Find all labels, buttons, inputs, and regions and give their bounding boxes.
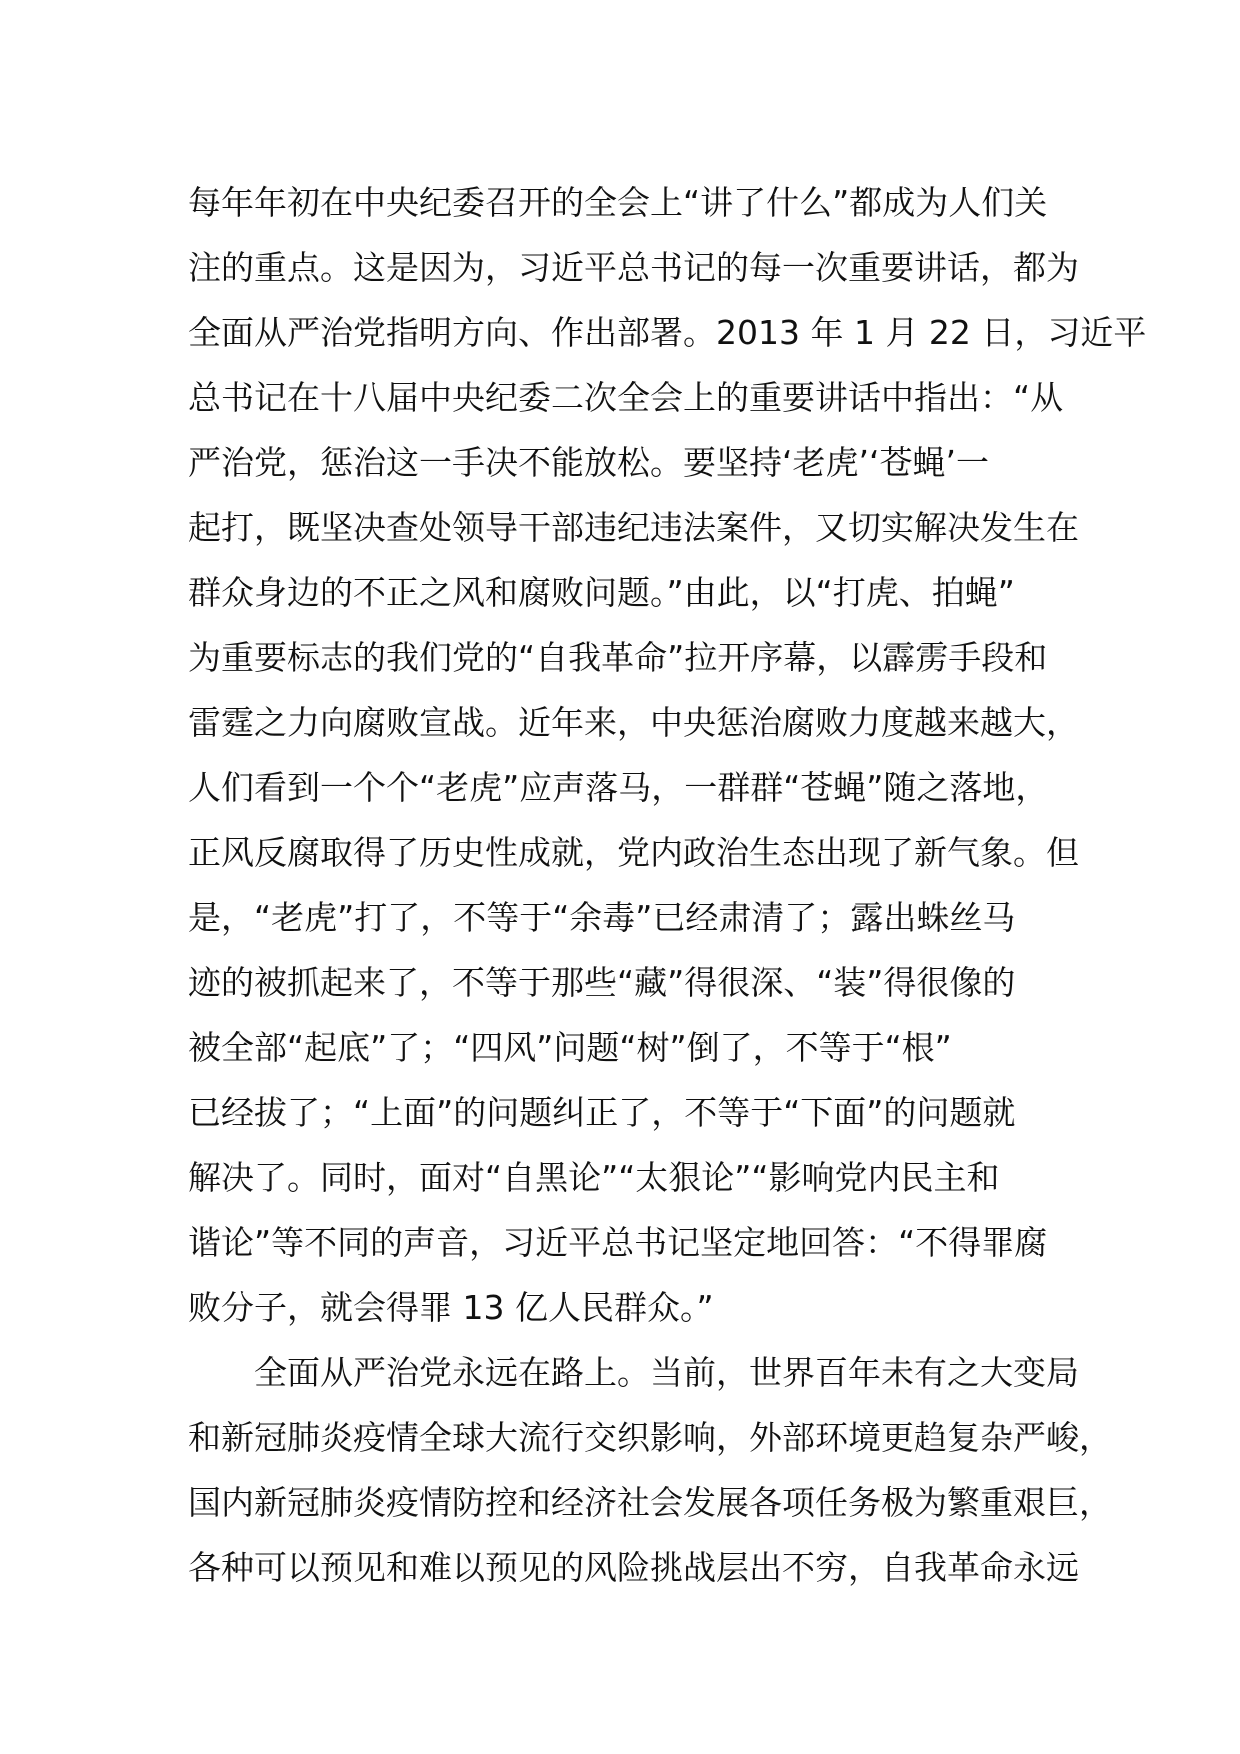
text-line: 每年年初在中央纪委召开的全会上“讲了什么”都成为人们关: [188, 183, 1048, 222]
text-line: 各种可以预见和难以预见的风险挑战层出不穷，自我革命永远: [188, 1548, 1079, 1587]
text-line: 注的重点。这是因为，习近平总书记的每一次重要讲话，都为: [188, 248, 1079, 287]
text-line: 被全部“起底”了；“四风”问题“树”倒了，不等于“根”: [188, 1028, 952, 1067]
text-line: 是，“老虎”打了，不等于“余毒”已经肃清了；露出蛛丝马: [188, 898, 1016, 937]
text-line: 和新冠肺炎疫情全球大流行交织影响，外部环境更趋复杂严峻，: [188, 1418, 1112, 1457]
text-line: 解决了。同时，面对“自黑论”“太狠论”“影响党内民主和: [188, 1158, 1000, 1197]
text-line: 国内新冠肺炎疫情防控和经济社会发展各项任务极为繁重艰巨，: [188, 1483, 1112, 1522]
text-line: 雷霆之力向腐败宣战。近年来，中央惩治腐败力度越来越大，: [188, 703, 1079, 742]
text-line: 为重要标志的我们党的“自我革命”拉开序幕，以霹雳手段和: [188, 638, 1048, 677]
text-line: 总书记在十八届中央纪委二次全会上的重要讲话中指出：“从: [188, 378, 1064, 417]
text-line: 迹的被抓起来了，不等于那些“藏”得很深、“装”得很像的: [188, 963, 1016, 1002]
text-line: 正风反腐取得了历史性成就，党内政治生态出现了新气象。但: [188, 833, 1079, 872]
paragraph-1: [188, 170, 1147, 1340]
document-body: [188, 170, 1147, 1600]
text-line: 群众身边的不正之风和腐败问题。”由此，以“打虎、拍蝇”: [188, 573, 1015, 612]
paragraph-2: [188, 1340, 1112, 1600]
text-line: 谐论”等不同的声音，习近平总书记坚定地回答：“不得罪腐: [188, 1223, 1048, 1262]
text-line: 败分子，就会得罪 13 亿人民群众。”: [188, 1288, 714, 1327]
text-line: 严治党，惩治这一手决不能放松。要坚持‘老虎’‘苍蝇’一: [188, 443, 989, 482]
text-line: 人们看到一个个“老虎”应声落马，一群群“苍蝇”随之落地，: [188, 768, 1049, 807]
text-line: 全面从严治党永远在路上。当前，世界百年未有之大变局: [188, 1353, 1079, 1392]
text-line: 已经拔了；“上面”的问题纠正了，不等于“下面”的问题就: [188, 1093, 1016, 1132]
text-line: 全面从严治党指明方向、作出部署。2013 年 1 月 22 日，习近平: [188, 313, 1147, 352]
text-line: 起打，既坚决查处领导干部违纪违法案件，又切实解决发生在: [188, 508, 1079, 547]
